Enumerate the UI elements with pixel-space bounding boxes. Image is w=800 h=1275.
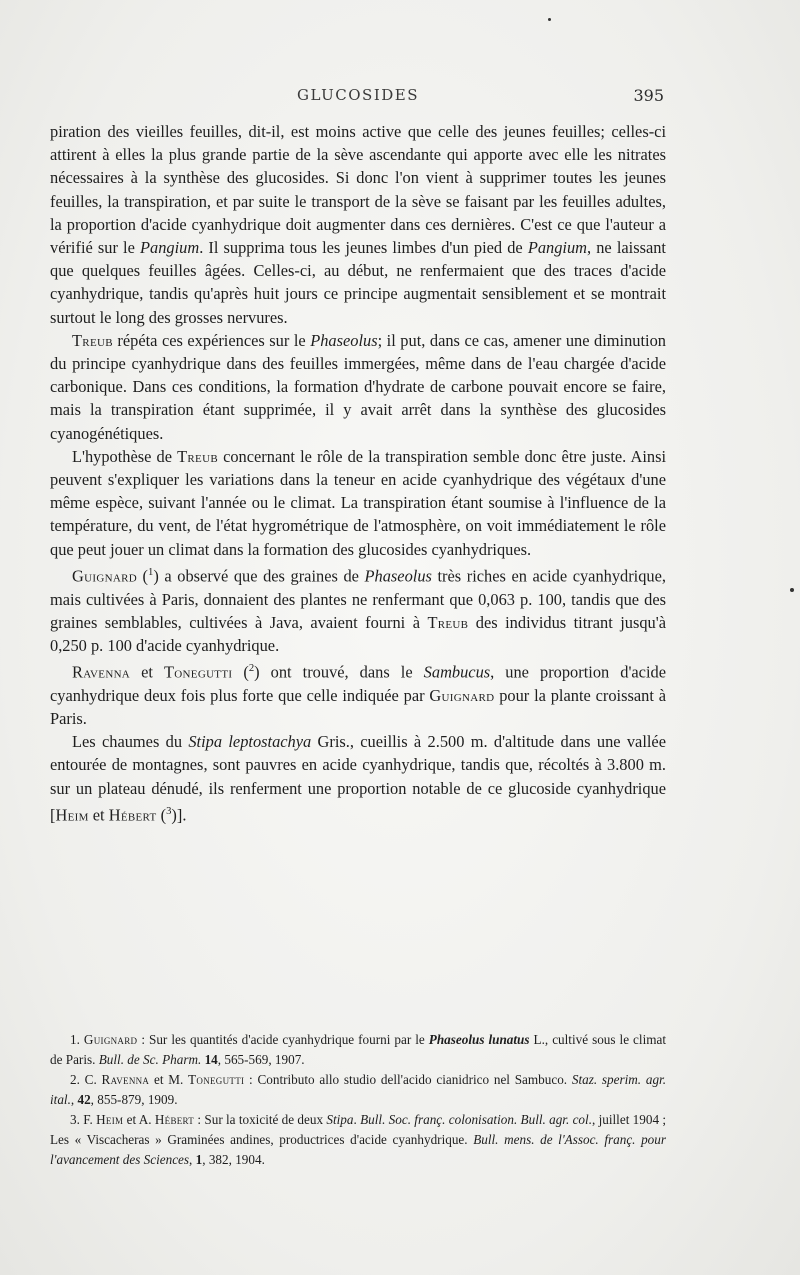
- italic-span: Staz. sperim. agr. ital.: [50, 1072, 667, 1107]
- author-name: Treub: [72, 330, 113, 350]
- text-span: (: [232, 662, 249, 682]
- footnote: [50, 1110, 666, 1170]
- bold-italic-span: Phaseolus lunatus: [428, 1032, 530, 1047]
- text-span: ,: [70, 1092, 78, 1107]
- text-span: (: [136, 566, 149, 586]
- text-span: : Sur la toxicité de deux: [194, 1112, 327, 1127]
- italic-span: Pangium: [140, 238, 200, 258]
- body-text: [50, 120, 666, 827]
- italic-span: Bull. de Sc. Pharm.: [98, 1052, 202, 1067]
- page-header: [52, 86, 664, 110]
- text-span: piration des vieilles feuilles, dit-il, est moins active que celle des jeunes feuilles; celles-ci attirent à elles la plus grande partie de la sève ascendante qui apporte avec elle les nitrates nécessaires à la synthèse des glucosides. Si donc l'on vient à supprimer toutes les jeunes feuilles, la transpiration, et par suite le transport de la sève se faisant par les feuilles adultes, la proportion d'acide cyanhydrique doit augmenter dans ces dernières. C'est ce que l'auteur a vérifié sur le: [50, 122, 666, 258]
- author-name: Ravenna: [72, 662, 131, 682]
- footnote-marker: 2: [248, 663, 255, 675]
- text-span: . Il supprima tous les jeunes limbes d'un pied de: [199, 238, 528, 258]
- paragraph: [50, 730, 666, 826]
- text-span: ; il put, dans ce cas, amener une diminution du principe cyanhydrique dans des feuilles immergées, même dans de l'eau chargée d'acide carbonique. Dans ces conditions, la formation d'hydrate de carbone pouvait encore se faire, mais la transpiration étant supprimée, il y avait arrêt dans la synthèse des glucosides cyanogénétiques.: [50, 330, 666, 443]
- text-span: 3. F.: [70, 1112, 97, 1127]
- italic-span: Phaseolus: [310, 330, 378, 350]
- footnotes: [50, 1030, 666, 1170]
- text-span: , ne laissant que quelques feuilles âgées. Celles-ci, au début, ne renfermaient que des traces d'acide cyanhydrique, tandis qu'après huit jours ce principe augmentait sensiblement et se montrait surtout le long des grosses nervures.: [50, 238, 666, 327]
- footnote-marker: 1: [148, 566, 154, 578]
- text-span: Les chaumes du: [72, 732, 189, 752]
- page-number: 395: [633, 86, 664, 105]
- text-span: L'hypothèse de: [72, 446, 178, 466]
- author-name: Guignard: [429, 685, 495, 705]
- text-span: )].: [171, 805, 187, 825]
- text-span: .: [353, 1112, 361, 1127]
- text-span: , juillet 1904 ; Les « Viscacheras » Graminées andines, productrices d'acide cyanhydrique.: [50, 1112, 667, 1147]
- print-speck: [548, 18, 551, 21]
- paragraph: [50, 120, 666, 329]
- running-head: GLUCOSIDES: [297, 86, 419, 104]
- text-span: des individus titrant jusqu'à 0,250 p. 100 d'acide cyanhydrique.: [50, 612, 666, 655]
- author-name: Treub: [177, 446, 218, 466]
- italic-span: Sambucus: [423, 662, 491, 682]
- print-speck: [790, 588, 794, 592]
- text-span: et: [88, 805, 109, 825]
- author-name: Heim: [96, 1112, 124, 1127]
- text-span: ) ont trouvé, dans le: [254, 662, 424, 682]
- author-name: Tonegutti: [164, 662, 233, 682]
- bold-span: 42: [77, 1092, 91, 1107]
- text-span: très riches en acide cyanhydrique, mais cultivées à Paris, donnaient des plantes ne renfermant que 0,063 p. 100, tandis que des graines semblables, cultivées à Java, avaient fourni à: [50, 566, 666, 632]
- text-span: : Sur les quantités d'acide cyanhydrique fourni par le: [137, 1032, 429, 1047]
- text-span: (: [156, 805, 167, 825]
- text-span: L., cultivé sous le climat de Paris.: [50, 1032, 667, 1067]
- text-span: ) a observé que des graines de: [153, 566, 365, 586]
- bold-span: 1: [195, 1152, 203, 1167]
- text-span: répéta ces expériences sur le: [112, 330, 311, 350]
- author-name: Tonegutti: [188, 1072, 245, 1087]
- author-name: Heim: [55, 805, 89, 825]
- italic-span: Pangium: [527, 238, 588, 258]
- text-span: et M.: [149, 1072, 189, 1087]
- italic-span: Phaseolus: [364, 566, 432, 586]
- author-name: Guignard: [83, 1032, 138, 1047]
- text-span: pour la plante croissant à Paris.: [50, 685, 666, 729]
- text-span: : Contributo allo studio dell'acido cianidrico nel Sambuco.: [244, 1072, 572, 1087]
- text-span: 2. C.: [70, 1072, 102, 1087]
- paragraph: [50, 329, 666, 445]
- author-name: Treub: [427, 612, 469, 632]
- author-name: Guignard: [72, 566, 137, 586]
- text-span: , 382, 1904.: [202, 1152, 265, 1167]
- italic-span: Bull. mens. de l'Assoc. franç. pour l'avancement des Sciences: [50, 1132, 667, 1167]
- italic-span: Stipa: [326, 1112, 354, 1127]
- text-span: Gris., cueillis à 2.500 m. d'altitude dans une vallée entourée de montagnes, sont pauvres en acide cyanhydrique, tandis que, récoltés à 3.800 m. sur un plateau dénudé, ils renferment une proportion notable de ce glucoside cyanhydrique [: [50, 732, 666, 825]
- footnote: [50, 1070, 666, 1110]
- author-name: Ravenna: [101, 1072, 150, 1087]
- text-span: 1.: [70, 1032, 84, 1047]
- bold-span: 14: [204, 1052, 218, 1067]
- text-span: et: [130, 662, 164, 682]
- author-name: Hébert: [108, 805, 157, 825]
- text-span: ,: [189, 1152, 196, 1167]
- text-span: , 855-879, 1909.: [90, 1092, 178, 1107]
- italic-span: Bull. Soc. franç. colonisation. Bull. agr. col.: [360, 1112, 592, 1127]
- paragraph: [50, 561, 666, 657]
- text-span: , 565-569, 1907.: [217, 1052, 305, 1067]
- text-span: et A.: [123, 1112, 155, 1127]
- paragraph: [50, 657, 666, 730]
- paragraph: [50, 445, 666, 561]
- footnote-marker: 3: [166, 805, 172, 817]
- author-name: Hébert: [154, 1112, 195, 1127]
- italic-span: Stipa leptostachya: [188, 732, 312, 752]
- text-span: concernant le rôle de la transpiration semble donc être juste. Ainsi peuvent s'expliquer les variations dans la teneur en acide cyanhydrique des végétaux d'une même espèce, suivant l'année ou le climat. La transpiration étant soumise à l'influence de la température, du vent, de l'état hygrométrique de l'atmosphère, on voit immédiatement le rôle que peut jouer un climat dans la formation des glucosides cyanhydriques.: [50, 446, 666, 559]
- text-span: , une proportion d'acide cyanhydrique deux fois plus forte que celle indiquée par: [50, 662, 666, 705]
- footnote: [50, 1030, 666, 1070]
